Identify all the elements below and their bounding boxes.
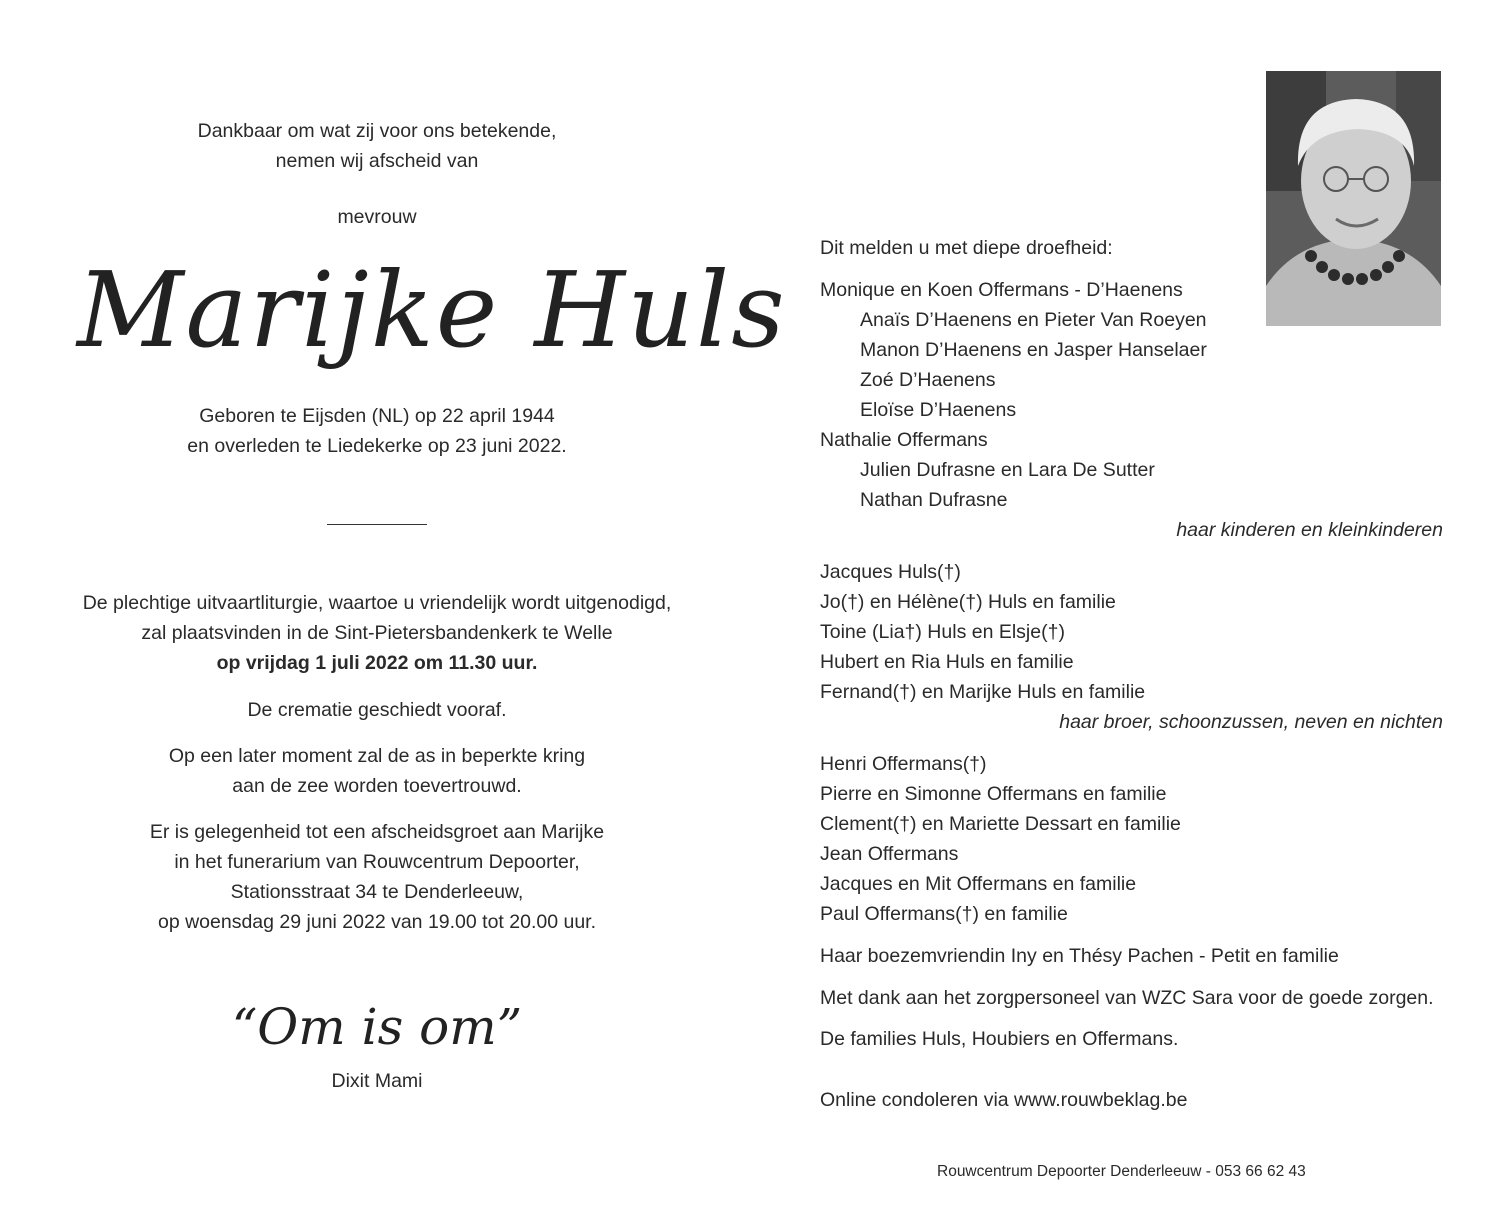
footer-funeral-home: Rouwcentrum Depoorter Denderleeuw - 053 66 62 43 <box>937 1163 1306 1180</box>
visit-line-1: Er is gelegenheid tot een afscheidsgroet aan Marijke <box>149 821 605 843</box>
online-condolence: Online condoleren via www.rouwbeklag.be <box>820 1089 1188 1111</box>
cremation-note: De crematie geschiedt vooraf. <box>247 699 507 721</box>
inlaw-item: Henri Offermans(†) <box>820 753 987 775</box>
families-line: De families Huls, Houbiers en Offermans. <box>820 1028 1179 1050</box>
funeral-line-2: zal plaatsvinden in de Sint-Pietersbandenkerk te Welle <box>141 622 613 644</box>
deceased-name: Marijke Huls <box>77 249 787 371</box>
quote: “Om is om” <box>231 998 523 1056</box>
visit-line-3: Stationsstraat 34 te Denderleeuw, <box>230 881 524 903</box>
child-item: Zoé D’Haenens <box>860 369 996 391</box>
child-item: Manon D’Haenens en Jasper Hanselaer <box>860 339 1207 361</box>
inlaws-list <box>820 749 1181 929</box>
child-item: Nathalie Offermans <box>820 429 988 451</box>
visit-line-2: in het funerarium van Rouwcentrum Depoorter, <box>174 851 580 873</box>
sibling-item: Jo(†) en Hélène(†) Huls en familie <box>820 591 1116 613</box>
child-item: Monique en Koen Offermans - D’Haenens <box>820 279 1183 301</box>
ashes-line-1: Op een later moment zal de as in beperkte kring <box>168 745 586 767</box>
portrait-photo <box>1266 71 1441 326</box>
quote-attribution: Dixit Mami <box>331 1070 423 1092</box>
visit-line-4: op woensdag 29 juni 2022 van 19.00 tot 20.00 uur. <box>157 911 597 933</box>
portrait-icon <box>1266 71 1441 326</box>
divider <box>327 524 427 525</box>
child-item: Nathan Dufrasne <box>860 489 1008 511</box>
ashes-line-2: aan de zee worden toevertrouwd. <box>232 775 522 797</box>
sibling-item: Hubert en Ria Huls en familie <box>820 651 1074 673</box>
inlaw-item: Paul Offermans(†) en familie <box>820 903 1068 925</box>
sibling-item: Fernand(†) en Marijke Huls en familie <box>820 681 1146 703</box>
funeral-line-1: De plechtige uitvaartliturgie, waartoe u vriendelijk wordt uitgenodigd, <box>82 592 672 614</box>
children-caption: haar kinderen en kleinkinderen <box>1176 519 1443 541</box>
child-item: Julien Dufrasne en Lara De Sutter <box>860 459 1155 481</box>
birth-info: Geboren te Eijsden (NL) op 22 april 1944 <box>199 405 555 427</box>
funeral-date: op vrijdag 1 juli 2022 om 11.30 uur. <box>216 652 538 674</box>
inlaw-item: Jacques en Mit Offermans en familie <box>820 873 1137 895</box>
friend-line: Haar boezemvriendin Iny en Thésy Pachen - Petit en familie <box>820 945 1339 967</box>
sibling-item: Toine (Lia†) Huls en Elsje(†) <box>820 621 1065 643</box>
inlaw-item: Jean Offermans <box>820 843 959 865</box>
siblings-caption: haar broer, schoonzussen, neven en nichten <box>1059 711 1443 733</box>
siblings-list <box>820 557 1145 707</box>
child-item: Eloïse D’Haenens <box>860 399 1017 421</box>
salutation: mevrouw <box>337 206 417 228</box>
inlaw-item: Clement(†) en Mariette Dessart en familie <box>820 813 1181 835</box>
sibling-item: Jacques Huls(†) <box>820 561 961 583</box>
inlaw-item: Pierre en Simonne Offermans en familie <box>820 783 1167 805</box>
child-item: Anaïs D’Haenens en Pieter Van Roeyen <box>860 309 1207 331</box>
announcement: Dit melden u met diepe droefheid: <box>820 237 1113 259</box>
children-list <box>820 275 1207 515</box>
death-info: en overleden te Liedekerke op 23 juni 2022. <box>187 435 567 457</box>
intro-line-2: nemen wij afscheid van <box>275 150 479 172</box>
intro-line-1: Dankbaar om wat zij voor ons betekende, <box>197 120 557 142</box>
thanks-line: Met dank aan het zorgpersoneel van WZC Sara voor de goede zorgen. <box>820 987 1434 1009</box>
